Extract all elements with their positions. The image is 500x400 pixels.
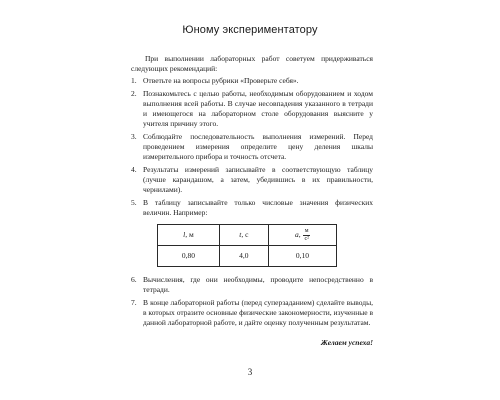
table-cell: 4,0 (219, 246, 268, 267)
header-variable: a (294, 229, 299, 239)
list-item (131, 165, 373, 195)
recommendations-list-continued (131, 275, 373, 328)
closing-wish: Желаем успеха! (320, 338, 373, 347)
fraction-denominator: с² (304, 235, 309, 242)
header-unit: , м (185, 230, 194, 239)
item-number: 6. (131, 275, 137, 284)
item-number: 1. (131, 76, 137, 85)
content (131, 54, 373, 348)
list-item (131, 76, 373, 86)
item-number: 5. (131, 198, 137, 207)
table-cell: 0,80 (158, 246, 220, 267)
item-number: 2. (131, 89, 137, 98)
item-number: 7. (131, 298, 137, 307)
item-number: 4. (131, 165, 137, 174)
item-text: Результаты измерений записывайте в соответствующую таблицу (лучше карандашом, а затем, убедившись в их правильности, чернилами). (143, 165, 373, 194)
table-row (158, 246, 337, 267)
table-cell: 0,10 (268, 246, 336, 267)
example-table-wrapper (143, 224, 373, 267)
table-header-cell (268, 225, 336, 246)
recommendations-list (131, 76, 373, 218)
example-table (157, 224, 337, 267)
list-item (131, 198, 373, 218)
table-header-cell (219, 225, 268, 246)
table-header-cell (158, 225, 220, 246)
table-header-row (158, 225, 337, 246)
item-text: Соблюдайте последовательность выполнения измерений. Перед проведением измерения определите цену деления шкалы измерительного прибора и точность отсчета. (143, 132, 373, 161)
item-text: В таблицу записывайте только числовые значения физических величин. Например: (143, 198, 373, 217)
header-variable: l (183, 230, 186, 239)
item-text: Вычисления, где они необходимы, проводите непосредственно в тетради. (143, 275, 373, 294)
unit-fraction (303, 228, 309, 243)
header-variable: t (239, 230, 242, 239)
item-text: Ответьте на вопросы рубрики «Проверьте себя». (143, 76, 299, 85)
item-text: В конце лабораторной работы (перед суперзаданием) сделайте выводы, в которых отразите основные физические закономерности, изученные в данной лабораторной работе, и дайте оценку полученным результатам. (143, 298, 373, 327)
item-number: 3. (131, 132, 137, 141)
fraction-numerator: м (304, 227, 309, 234)
list-item (131, 298, 373, 328)
intro-paragraph: При выполнении лабораторных работ советуем придерживаться следующих рекомендаций: (131, 54, 373, 73)
list-item (131, 275, 373, 295)
page-number: 3 (247, 367, 253, 377)
header-unit: , (298, 229, 301, 239)
list-item (131, 89, 373, 129)
item-text: Познакомьтесь с целью работы, необходимым оборудованием и ходом выполнения всей работы. В случае несовпадения указанного в тетради и имеющегося на лабораторном столе оборудования выясните у учителя причину этого. (143, 89, 373, 128)
list-item (131, 132, 373, 162)
page-title: Юному экспериментатору (182, 24, 318, 36)
header-unit: , с (241, 230, 249, 239)
